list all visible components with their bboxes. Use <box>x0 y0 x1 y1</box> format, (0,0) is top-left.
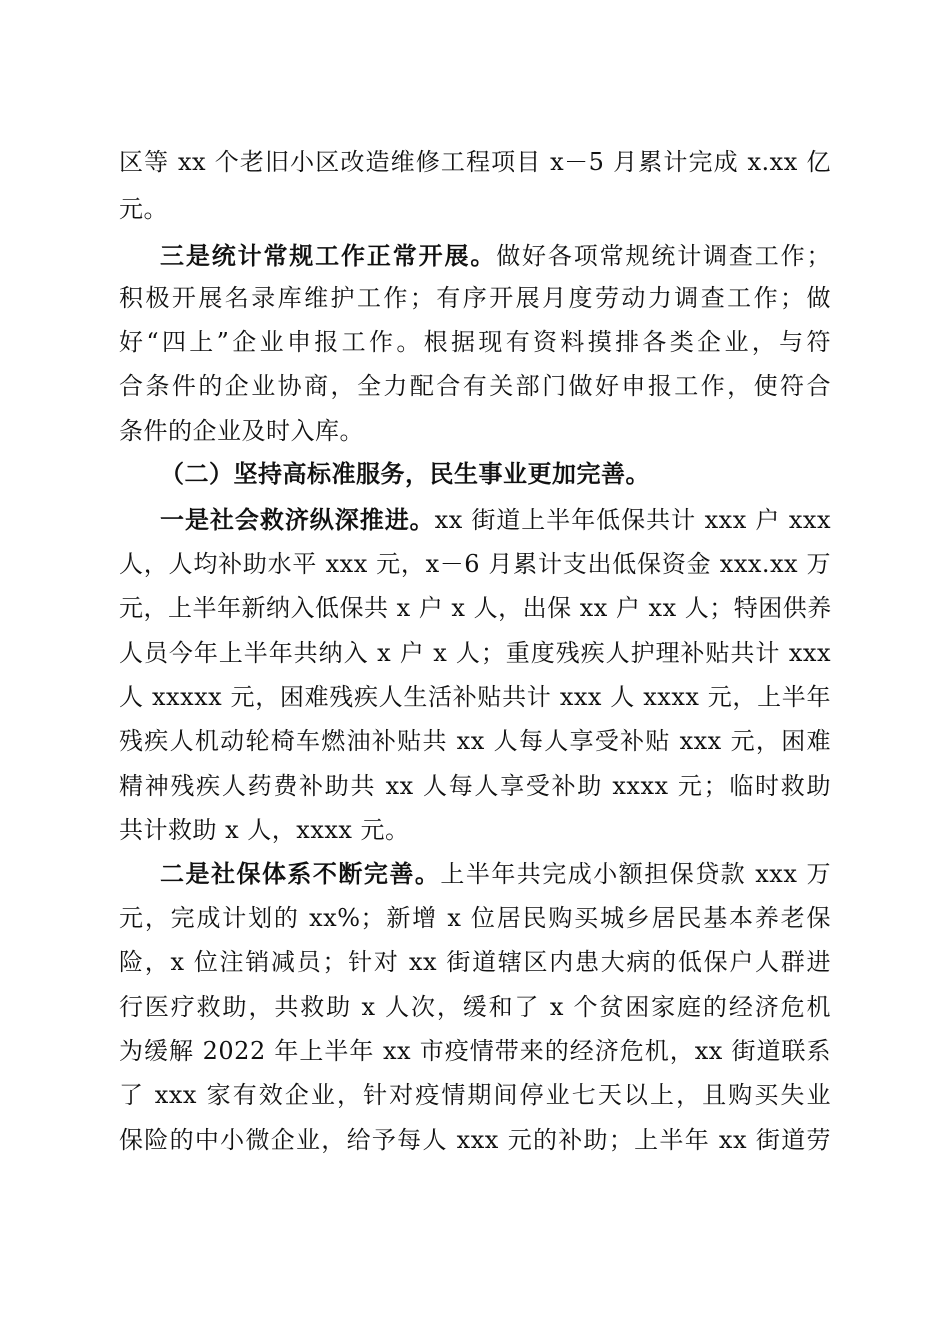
paragraph-3-line-7: 精神残疾人药费补助共 xx 人每人享受补助 xxxx 元；临时救助 <box>119 772 831 800</box>
paragraph-4-line-4: 行医疗救助，共救助 x 人次，缓和了 x 个贫困家庭的经济危机 <box>119 993 831 1021</box>
paragraph-3-line-8: 共计救助 x 人，xxxx 元。 <box>119 816 410 844</box>
paragraph-4-line-1-text: 上半年共完成小额担保贷款 xxx 万 <box>440 860 831 888</box>
paragraph-3-line-3: 元，上半年新纳入低保共 x 户 x 人，出保 xx 户 xx 人；特困供养 <box>119 594 832 622</box>
paragraph-4-line-3: 险，x 位注销减员；针对 xx 街道辖区内患大病的低保户人群进 <box>119 948 831 976</box>
paragraph-2-line-4: 合条件的企业协商，全力配合有关部门做好申报工作，使符合 <box>119 372 831 400</box>
paragraph-3-line-2: 人，人均补助水平 xxx 元，x－6 月累计支出低保资金 xxx.xx 万 <box>119 550 831 578</box>
paragraph-3-line-6: 残疾人机动轮椅车燃油补贴共 xx 人每人享受补贴 xxx 元，困难 <box>119 727 831 755</box>
paragraph-3-line-1-text: xx 街道上半年低保共计 xxx 户 xxx <box>434 506 832 534</box>
paragraph-4-line-2: 元，完成计划的 xx%；新增 x 位居民购买城乡居民基本养老保 <box>119 904 831 932</box>
paragraph-2-line-1 <box>160 234 831 278</box>
paragraph-4-line-5: 为缓解 2022 年上半年 xx 市疫情带来的经济危机，xx 街道联系 <box>119 1037 831 1065</box>
paragraph-2-line-1-text: 做好各项常规统计调查工作； <box>496 242 832 270</box>
paragraph-2-line-3: 好“四上”企业申报工作。根据现有资料摸排各类企业，与符 <box>119 328 831 356</box>
paragraph-4-lead: 二是社保体系不断完善。 <box>160 859 441 888</box>
paragraph-3-line-1 <box>160 498 831 542</box>
paragraph-1-line-2: 元。 <box>119 195 168 223</box>
paragraph-4-line-6: 了 xxx 家有效企业，针对疫情期间停业七天以上，且购买失业 <box>119 1081 831 1109</box>
paragraph-3-lead: 一是社会救济纵深推进。 <box>160 505 435 534</box>
section-heading-2: （二）坚持高标准服务，民生事业更加完善。 <box>160 459 650 488</box>
paragraph-2-lead: 三是统计常规工作正常开展。 <box>160 241 497 270</box>
paragraph-3-line-4: 人员今年上半年共纳入 x 户 x 人；重度残疾人护理补贴共计 xxx <box>119 639 831 667</box>
paragraph-4-line-7: 保险的中小微企业，给予每人 xxx 元的补助；上半年 xx 街道劳 <box>119 1126 831 1154</box>
paragraph-4-line-1 <box>160 852 831 896</box>
paragraph-1-line-1: 区等 xx 个老旧小区改造维修工程项目 x－5 月累计完成 x.xx 亿 <box>119 148 831 176</box>
paragraph-2-line-5: 条件的企业及时入库。 <box>119 417 364 445</box>
paragraph-3-line-5: 人 xxxxx 元，困难残疾人生活补贴共计 xxx 人 xxxx 元，上半年 <box>119 683 831 711</box>
paragraph-2-line-2: 积极开展名录库维护工作；有序开展月度劳动力调查工作；做 <box>119 284 831 312</box>
